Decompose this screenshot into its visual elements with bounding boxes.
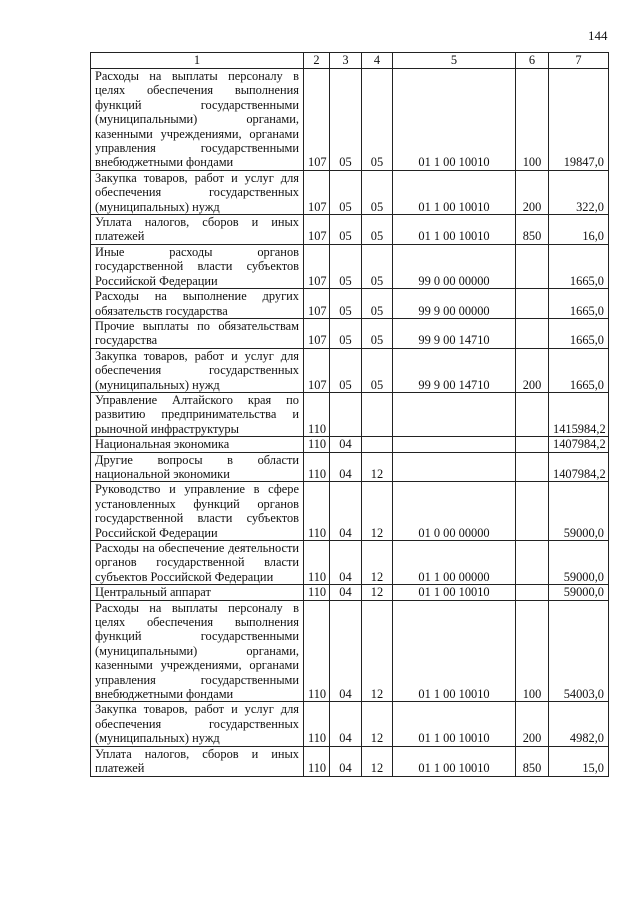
admin-code-cell: 110 — [304, 482, 330, 541]
section-cell: 05 — [330, 244, 362, 288]
table-row — [91, 318, 609, 348]
target-item-cell — [393, 437, 516, 452]
section-cell: 05 — [330, 170, 362, 214]
amount-cell: 1665,0 — [549, 318, 609, 348]
row-name-cell: Расходы на обеспечение деятельности органов государственной власти субъектов Российской Федерации — [91, 541, 304, 585]
expense-type-cell — [516, 392, 549, 436]
admin-code-cell: 107 — [304, 69, 330, 171]
subsection-cell — [362, 437, 393, 452]
row-name-cell: Центральный аппарат — [91, 585, 304, 600]
table-row — [91, 746, 609, 776]
subsection-cell: 12 — [362, 600, 393, 702]
table-row — [91, 600, 609, 702]
subsection-cell: 05 — [362, 69, 393, 171]
target-item-cell: 01 1 00 10010 — [393, 585, 516, 600]
amount-cell: 59000,0 — [549, 482, 609, 541]
column-header: 2 — [304, 53, 330, 69]
amount-cell: 322,0 — [549, 170, 609, 214]
subsection-cell: 12 — [362, 746, 393, 776]
subsection-cell: 05 — [362, 348, 393, 392]
section-cell: 04 — [330, 482, 362, 541]
table-row — [91, 482, 609, 541]
target-item-cell: 01 1 00 00000 — [393, 541, 516, 585]
budget-table — [90, 52, 609, 777]
subsection-cell: 12 — [362, 482, 393, 541]
admin-code-cell: 107 — [304, 289, 330, 319]
table-row — [91, 244, 609, 288]
subsection-cell — [362, 392, 393, 436]
subsection-cell: 05 — [362, 170, 393, 214]
amount-cell: 59000,0 — [549, 585, 609, 600]
expense-type-cell — [516, 244, 549, 288]
table-row — [91, 437, 609, 452]
amount-cell: 1665,0 — [549, 289, 609, 319]
section-cell: 05 — [330, 69, 362, 171]
row-name-cell: Прочие выплаты по обязательствам государства — [91, 318, 304, 348]
admin-code-cell: 110 — [304, 600, 330, 702]
expense-type-cell — [516, 289, 549, 319]
column-header: 6 — [516, 53, 549, 69]
section-cell: 04 — [330, 452, 362, 482]
target-item-cell: 99 9 00 00000 — [393, 289, 516, 319]
admin-code-cell: 107 — [304, 244, 330, 288]
target-item-cell — [393, 452, 516, 482]
admin-code-cell: 110 — [304, 585, 330, 600]
admin-code-cell: 110 — [304, 452, 330, 482]
column-header: 4 — [362, 53, 393, 69]
admin-code-cell: 110 — [304, 702, 330, 746]
amount-cell: 59000,0 — [549, 541, 609, 585]
expense-type-cell — [516, 482, 549, 541]
section-cell: 04 — [330, 541, 362, 585]
amount-cell: 1415984,2 — [549, 392, 609, 436]
table-row — [91, 215, 609, 245]
amount-cell: 15,0 — [549, 746, 609, 776]
column-header: 3 — [330, 53, 362, 69]
amount-cell: 19847,0 — [549, 69, 609, 171]
admin-code-cell: 110 — [304, 746, 330, 776]
page-number: 144 — [588, 28, 608, 43]
expense-type-cell: 200 — [516, 702, 549, 746]
target-item-cell: 01 0 00 00000 — [393, 482, 516, 541]
expense-type-cell — [516, 318, 549, 348]
section-cell: 04 — [330, 702, 362, 746]
subsection-cell: 05 — [362, 244, 393, 288]
row-name-cell: Национальная экономика — [91, 437, 304, 452]
admin-code-cell: 110 — [304, 392, 330, 436]
section-cell: 04 — [330, 600, 362, 702]
expense-type-cell — [516, 541, 549, 585]
expense-type-cell: 100 — [516, 600, 549, 702]
admin-code-cell: 107 — [304, 348, 330, 392]
section-cell: 05 — [330, 318, 362, 348]
amount-cell: 1665,0 — [549, 244, 609, 288]
expense-type-cell — [516, 437, 549, 452]
column-header: 1 — [91, 53, 304, 69]
amount-cell: 1407984,2 — [549, 452, 609, 482]
row-name-cell: Уплата налогов, сборов и иных платежей — [91, 215, 304, 245]
row-name-cell: Руководство и управление в сфере установленных функций органов государственной власти субъектов Российской Федерации — [91, 482, 304, 541]
table-row — [91, 69, 609, 171]
section-cell — [330, 392, 362, 436]
expense-type-cell: 850 — [516, 215, 549, 245]
subsection-cell: 12 — [362, 585, 393, 600]
expense-type-cell — [516, 452, 549, 482]
admin-code-cell: 107 — [304, 170, 330, 214]
column-header: 5 — [393, 53, 516, 69]
expense-type-cell: 200 — [516, 348, 549, 392]
expense-type-cell: 850 — [516, 746, 549, 776]
admin-code-cell: 110 — [304, 541, 330, 585]
table-row — [91, 392, 609, 436]
admin-code-cell: 107 — [304, 318, 330, 348]
subsection-cell: 12 — [362, 541, 393, 585]
target-item-cell — [393, 392, 516, 436]
table-row — [91, 585, 609, 600]
subsection-cell: 05 — [362, 215, 393, 245]
subsection-cell: 05 — [362, 318, 393, 348]
amount-cell: 16,0 — [549, 215, 609, 245]
target-item-cell: 99 0 00 00000 — [393, 244, 516, 288]
table-body — [91, 69, 609, 777]
table-row — [91, 170, 609, 214]
table-row — [91, 541, 609, 585]
subsection-cell: 05 — [362, 289, 393, 319]
target-item-cell: 01 1 00 10010 — [393, 600, 516, 702]
column-header: 7 — [549, 53, 609, 69]
amount-cell: 1407984,2 — [549, 437, 609, 452]
amount-cell: 1665,0 — [549, 348, 609, 392]
row-name-cell: Расходы на выплаты персоналу в целях обеспечения выполнения функций государственными (муниципальными) органами, казенными учреждениями, органами управления государственными внебюджетными фондами — [91, 69, 304, 171]
subsection-cell: 12 — [362, 702, 393, 746]
row-name-cell: Управление Алтайского края по развитию предпринимательства и рыночной инфраструктуры — [91, 392, 304, 436]
target-item-cell: 01 1 00 10010 — [393, 702, 516, 746]
target-item-cell: 01 1 00 10010 — [393, 746, 516, 776]
table-row — [91, 289, 609, 319]
table-row — [91, 452, 609, 482]
section-cell: 04 — [330, 585, 362, 600]
expense-type-cell — [516, 585, 549, 600]
row-name-cell: Расходы на выплаты персоналу в целях обеспечения выполнения функций государственными (муниципальными) органами, казенными учреждениями, органами управления государственными внебюджетными фондами — [91, 600, 304, 702]
table-row — [91, 348, 609, 392]
row-name-cell: Закупка товаров, работ и услуг для обеспечения государственных (муниципальных) нужд — [91, 170, 304, 214]
row-name-cell: Расходы на выполнение других обязательств государства — [91, 289, 304, 319]
amount-cell: 54003,0 — [549, 600, 609, 702]
admin-code-cell: 107 — [304, 215, 330, 245]
expense-type-cell: 200 — [516, 170, 549, 214]
table-header-row — [91, 53, 609, 69]
row-name-cell: Иные расходы органов государственной власти субъектов Российской Федерации — [91, 244, 304, 288]
section-cell: 04 — [330, 746, 362, 776]
row-name-cell: Закупка товаров, работ и услуг для обеспечения государственных (муниципальных) нужд — [91, 702, 304, 746]
target-item-cell: 99 9 00 14710 — [393, 348, 516, 392]
section-cell: 05 — [330, 289, 362, 319]
amount-cell: 4982,0 — [549, 702, 609, 746]
subsection-cell: 12 — [362, 452, 393, 482]
section-cell: 05 — [330, 348, 362, 392]
table-row — [91, 702, 609, 746]
row-name-cell: Уплата налогов, сборов и иных платежей — [91, 746, 304, 776]
section-cell: 05 — [330, 215, 362, 245]
section-cell: 04 — [330, 437, 362, 452]
admin-code-cell: 110 — [304, 437, 330, 452]
expense-type-cell: 100 — [516, 69, 549, 171]
target-item-cell: 01 1 00 10010 — [393, 170, 516, 214]
row-name-cell: Закупка товаров, работ и услуг для обеспечения государственных (муниципальных) нужд — [91, 348, 304, 392]
target-item-cell: 01 1 00 10010 — [393, 69, 516, 171]
target-item-cell: 99 9 00 14710 — [393, 318, 516, 348]
row-name-cell: Другие вопросы в области национальной экономики — [91, 452, 304, 482]
target-item-cell: 01 1 00 10010 — [393, 215, 516, 245]
